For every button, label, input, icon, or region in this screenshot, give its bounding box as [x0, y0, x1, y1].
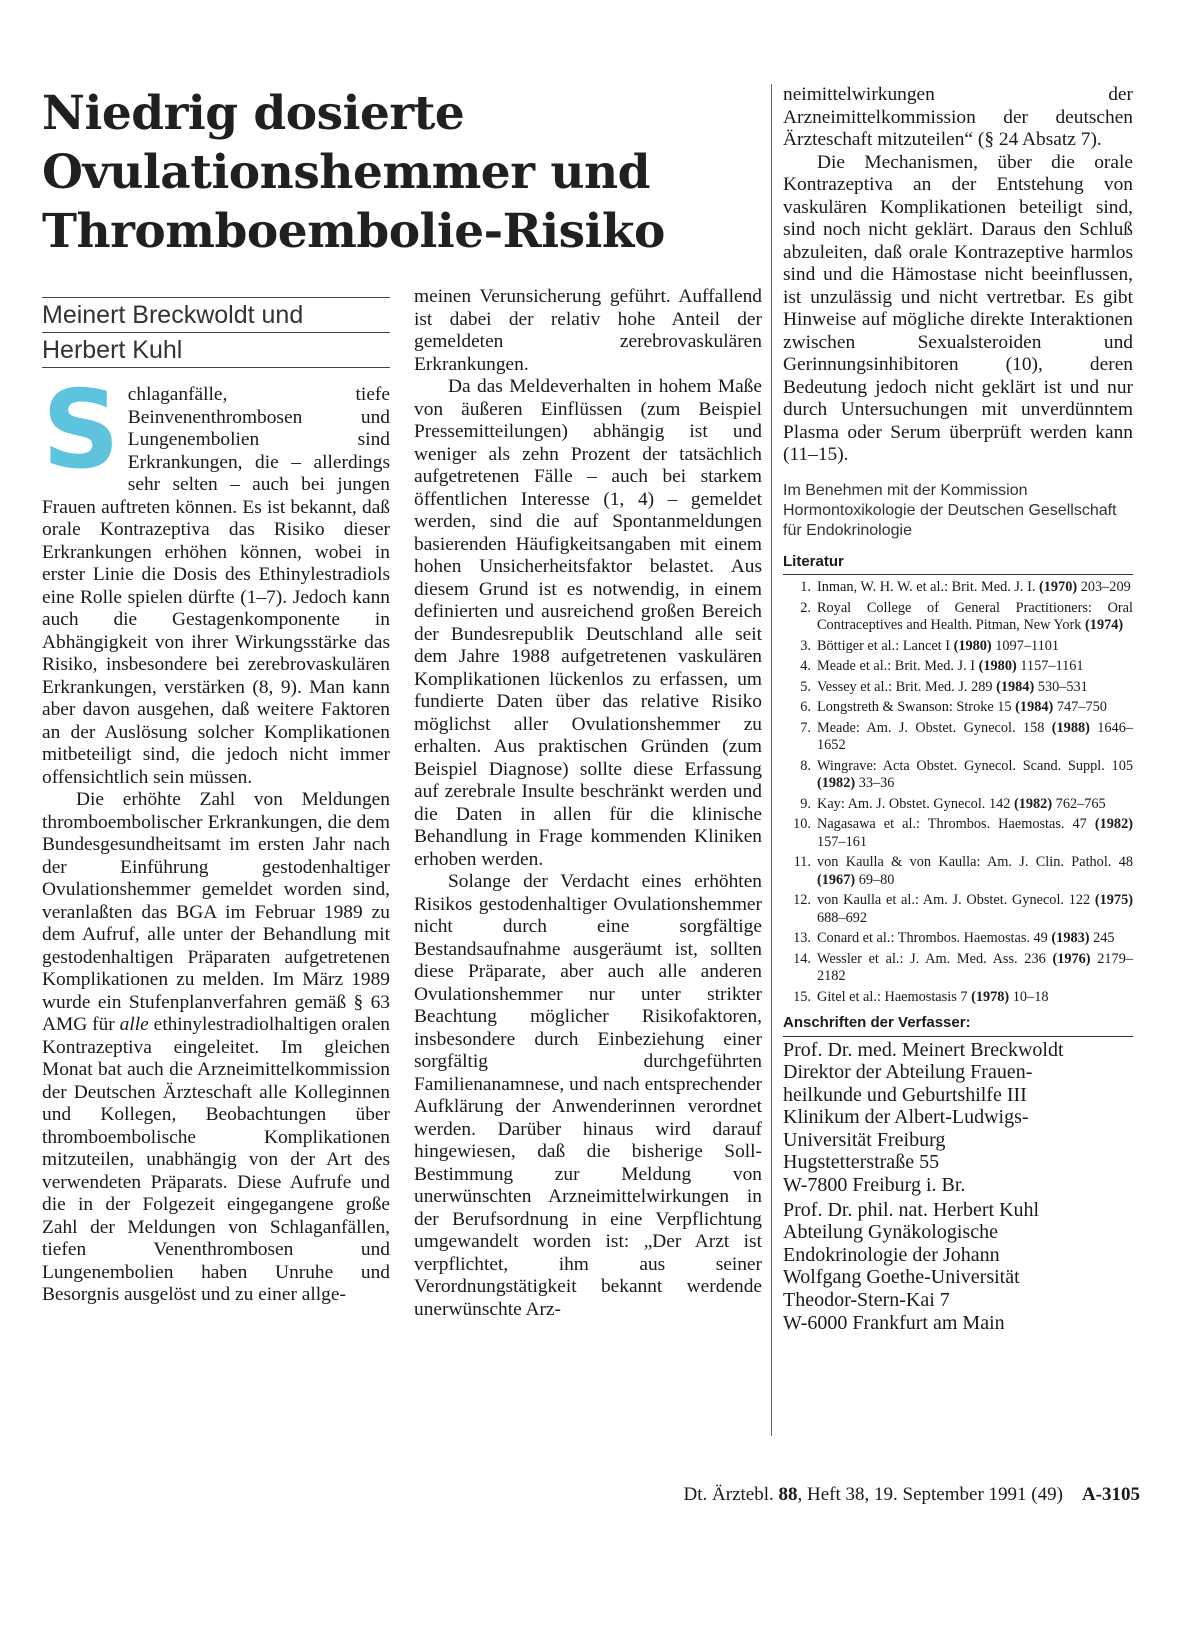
reference-pages: 33–36	[855, 775, 895, 791]
paragraph-text: Die erhöhte Zahl von Meldungen thromboembolischer Erkrankungen, die dem Bundesgesundheitsamt im ersten Jahr nach der Einführung gestodenhaltiger Ovulationshemmer gemeldet worden sind, veranlaßten das BGA im Februar 1989 zu dem Aufruf, alle unter der Behandlung mit gestodenhaltigen Präparaten aufgetretenen Komplikationen zu melden. Im März 1989 wurde ein Stufenplanverfahren gemäß § 63 AMG für	[42, 789, 390, 1035]
reference-year: (1983)	[1051, 930, 1090, 946]
reference-year: (1974)	[1085, 617, 1124, 633]
address-line: Prof. Dr. med. Meinert Breckwoldt	[783, 1038, 1064, 1061]
reference-text: Meade: Am. J. Obstet. Gynecol. 158	[817, 719, 1052, 736]
page-number: A-3105	[1081, 1484, 1140, 1505]
reference-number: 8.	[800, 757, 811, 774]
reference-year: (1982)	[817, 775, 856, 791]
reference-text: von Kaulla et al.: Am. J. Obstet. Gynecol. 122	[817, 892, 1095, 908]
address-line: heilkunde und Geburtshilfe III	[783, 1083, 1027, 1106]
address-line: Hugstetterstraße 55	[783, 1151, 940, 1174]
reference-pages: 762–765	[1052, 795, 1106, 812]
column-divider	[771, 84, 772, 1436]
paragraph: Solange der Verdacht eines erhöhten Risikos gestodenhaltiger Ovulationshemmer nicht durch eine sorgfältige Bestandsaufnahme ausgeräumt ist, sollten diese Präparate, aber auch alle anderen Ovulationshemmer nur unter strikter Beachtung möglicher Risikofaktoren, insbesondere durch Einbeziehung einer sorgfältig durchgeführten Familienanamnese, und nach entsprechender Aufklärung der Anwenderinnen verordnet werden. Darüber hinaus wird darauf hingewiesen, daß die bisherige Soll-Bestimmung zur Meldung von unerwünschten Arzneimittelwirkungen in der Berufsordnung in eine Verpflichtung umgewandelt worden ist: „Der Arzt ist verpflichtet, ihm aus seiner Verordnungstätigkeit bekannt werdende unerwünschte Arz-	[414, 871, 762, 1320]
acknowledgement: Im Benehmen mit der Kommission Hormontoxikologie der Deutschen Gesellschaft für Endokrinologie	[783, 481, 1117, 539]
reference-text: Vessey et al.: Brit. Med. J. 289	[817, 678, 997, 695]
title-line-3: Thromboembolie-Risiko	[42, 204, 665, 259]
reference-number: 12.	[793, 892, 811, 908]
reference-year: (1982)	[1094, 816, 1133, 832]
reference-pages: 1157–1161	[1016, 658, 1084, 674]
reference-number: 5.	[800, 678, 811, 695]
reference-text: Conard et al.: Thrombos. Haemostas. 49	[817, 930, 1052, 946]
emphasis: alle	[119, 1014, 149, 1035]
issue-info: , Heft 38, 19. September 1991 (49)	[797, 1484, 1063, 1505]
reference-text: Meade et al.: Brit. Med. J. I	[817, 658, 979, 674]
reference-text: Böttiger et al.: Lancet I	[817, 637, 954, 654]
reference-text: Kay: Am. J. Obstet. Gynecol. 142	[817, 795, 1014, 812]
reference-number: 15.	[793, 988, 811, 1005]
address-line: W-6000 Frankfurt am Main	[783, 1311, 1005, 1334]
reference-number: 10.	[793, 816, 811, 832]
text-column-1	[42, 368, 390, 1307]
reference-item	[783, 579, 1133, 597]
paragraph: Die Mechanismen, über die orale Kontrazeptiva an der Entstehung von vaskulären Komplikationen beteiligt sind, sind noch nicht geklärt. Daraus den Schluß abzuleiten, daß orale Kontrazeptive harmlos sind und die Hämostase nicht beeinflussen, ist unzulässig und nicht vertretbar. Es gibt Hinweise auf mögliche direkte Interaktionen zwischen Sexualsteroiden und Gerinnungsinhibitoren (10), deren Bedeutung jedoch nicht geklärt ist und nur durch Untersuchungen mit unverdünntem Plasma oder Serum überprüft werden kann (11–15).	[783, 151, 1133, 465]
address-line: Wolfgang Goethe-Universität	[783, 1266, 1020, 1289]
reference-item	[783, 699, 1133, 717]
reference-pages: 688–692	[817, 909, 868, 926]
reference-pages: 1097–1101	[991, 637, 1060, 654]
reference-item	[783, 658, 1133, 676]
reference-item	[783, 892, 1133, 927]
reference-item	[783, 600, 1133, 635]
reference-year: (1978)	[971, 988, 1010, 1005]
reference-number: 14.	[793, 950, 811, 967]
title-line-2: Ovulationshemmer und	[42, 145, 651, 200]
author-line-2: Herbert Kuhl	[42, 332, 390, 368]
reference-number: 2.	[800, 599, 811, 616]
reference-number: 4.	[800, 658, 811, 674]
reference-year: (1976)	[1052, 950, 1091, 967]
journal-name: Dt. Ärztebl.	[683, 1484, 779, 1505]
volume-number: 88	[778, 1484, 798, 1505]
reference-pages: 245	[1089, 930, 1115, 946]
reference-pages: 10–18	[1009, 988, 1049, 1005]
reference-pages: 530–531	[1034, 678, 1088, 695]
author-address-2	[783, 1199, 1133, 1335]
address-line: Universität Freiburg	[783, 1128, 946, 1151]
reference-item	[783, 638, 1133, 656]
reference-year: (1975)	[1094, 892, 1133, 908]
reference-number: 13.	[793, 930, 811, 946]
page-footer	[560, 1484, 1140, 1506]
reference-number: 1.	[800, 579, 811, 595]
reference-number: 6.	[800, 699, 811, 715]
address-line: W-7800 Freiburg i. Br.	[783, 1174, 966, 1197]
paragraph-text: chlaganfälle, tiefe Beinvenenthrombosen und Lungenembolien sind Erkrankungen, die – allerdings sehr selten – auch bei jungen Frauen auftreten können. Es ist bekannt, daß orale Kontrazeptiva das Risiko dieser Erkrankungen erhöhen können, wobei in erster Linie die Dosis des Ethinylestradiols eine Rolle spielen dürfte (1–7). Jedoch kann auch die Gestagenkomponente in Abhängigkeit von ihrer Wirkungsstärke das Risiko, insbesondere bei zerebrovaskulären Erkrankungen, verstärken (8, 9). Man kann aber davon ausgehen, daß weitere Faktoren an der Auslösung solcher Komplikationen mitbeteiligt sind, die jedoch nicht immer offensichtlich sein müssen.	[42, 384, 390, 788]
reference-number: 7.	[800, 719, 811, 736]
address-line: Prof. Dr. phil. nat. Herbert Kuhl	[783, 1198, 1040, 1221]
address-line: Klinikum der Albert-Ludwigs-	[783, 1106, 1029, 1129]
reference-item	[783, 679, 1133, 697]
reference-text: Royal College of General Practitioners: Oral Contraceptives and Health. Pitman, New York	[817, 599, 1133, 633]
reference-item	[783, 758, 1133, 793]
address-line: Abteilung Gynäkologische	[783, 1221, 998, 1244]
reference-pages: 747–750	[1053, 699, 1107, 715]
text-column-2	[414, 286, 762, 1321]
reference-year: (1982)	[1013, 795, 1053, 812]
reference-item	[783, 951, 1133, 986]
paragraph	[42, 368, 390, 789]
authors-block	[42, 297, 390, 368]
reference-pages: 2179–2182	[817, 950, 1133, 984]
reference-year: (1988)	[1051, 719, 1090, 736]
reference-item	[783, 816, 1133, 851]
address-line: Theodor-Stern-Kai 7	[783, 1289, 950, 1312]
reference-number: 3.	[800, 637, 811, 654]
text-column-3	[783, 84, 1133, 1334]
title-line-1: Niedrig dosierte	[42, 86, 465, 141]
reference-item	[783, 930, 1133, 948]
address-line: Direktor der Abteilung Frauen-	[783, 1061, 1033, 1084]
reference-year: (1984)	[1015, 699, 1054, 715]
reference-year: (1967)	[817, 871, 856, 888]
reference-item	[783, 720, 1133, 755]
reference-pages: 69–80	[855, 871, 895, 888]
address-line: Endokrinologie der Johann	[783, 1243, 1000, 1266]
reference-year: (1970)	[1039, 579, 1078, 595]
literature-heading: Literatur	[783, 551, 1133, 576]
author-address-1	[783, 1039, 1133, 1197]
paragraph: meinen Verunsicherung geführt. Auffallend ist dabei der relativ hohe Anteil der gemeldeten zerebrovaskulären Erkrankungen.	[414, 286, 762, 375]
author-line-1: Meinert Breckwoldt und	[42, 297, 390, 332]
reference-pages: 203–209	[1077, 579, 1131, 595]
reference-number: 11.	[793, 854, 811, 870]
reference-text: von Kaulla & von Kaulla: Am. J. Clin. Pathol. 48	[817, 854, 1133, 870]
paragraph-text: ethinylestradiolhaltigen oralen Kontrazeptiva eingeleitet. Im gleichen Monat bat auch die Arzneimittelkommission der Deutschen Ärzteschaft alle Kolleginnen und Kollegen, Beobachtungen über thromboembolische Komplikationen mitzuteilen, unabhängig von der Art des verwendeten Präparats. Diese Aufrufe und die in der Folgezeit eingegangene große Zahl der Meldungen von Schlaganfällen, tiefen Venenthrombosen und Lungenembolien haben Unruhe und Besorgnis ausgelöst und zu einer allge-	[42, 1014, 390, 1305]
reference-number: 9.	[800, 795, 811, 812]
paragraph: Da das Meldeverhalten in hohem Maße von äußeren Einflüssen (zum Beispiel Pressemitteilungen) abhängig ist und weniger als zehn Prozent der tatsächlich aufgetretenen Fälle – auch bei starkem öffentlichen Interesse (1, 4) – gemeldet werden, sind die auf Spontanmeldungen basierenden Häufigkeitsangaben mit einem hohen Unsicherheitsfaktor belastet. Aus diesem Grund ist es notwendig, in einem definierten und ausreichend großen Bereich der Bundesrepublik Deutschland alle seit dem Jahre 1988 aufgetretenen vaskulären Komplikationen lückenlos zu erfassen, um fundierte Daten über das relative Risiko möglichst aller Ovulationshemmer zu erhalten. Aus praktischen Gründen (zum Beispiel Diagnose) sollte diese Erfassung auf zerebrale Insulte beschränkt werden und die Daten in allen für die klinische Behandlung in Frage kommenden Kliniken erhoben werden.	[414, 376, 762, 870]
reference-list	[783, 579, 1133, 1006]
article-title	[42, 84, 742, 261]
paragraph: neimittelwirkungen der Arzneimittelkommission der deutschen Ärzteschaft mitzuteilen“ (§ 24 Absatz 7).	[783, 84, 1133, 150]
reference-item	[783, 796, 1133, 814]
reference-year: (1984)	[996, 678, 1035, 695]
drop-cap: S	[42, 368, 120, 493]
reference-text: Inman, W. H. W. et al.: Brit. Med. J. I.	[817, 579, 1039, 595]
reference-text: Wingrave: Acta Obstet. Gynecol. Scand. Suppl. 105	[817, 757, 1133, 774]
reference-year: (1980)	[978, 658, 1017, 674]
reference-text: Longstreth & Swanson: Stroke 15	[817, 699, 1016, 715]
reference-text: Nagasawa et al.: Thrombos. Haemostas. 47	[817, 816, 1095, 832]
reference-text: Wessler et al.: J. Am. Med. Ass. 236	[817, 950, 1053, 967]
reference-pages: 157–161	[817, 833, 868, 850]
address-heading: Anschriften der Verfasser:	[783, 1012, 1133, 1037]
reference-item	[783, 854, 1133, 889]
reference-pages: 1646–1652	[817, 719, 1133, 753]
reference-item	[783, 989, 1133, 1007]
reference-text: Gitel et al.: Haemostasis 7	[817, 988, 972, 1005]
reference-year: (1980)	[953, 637, 992, 654]
paragraph	[42, 789, 390, 1307]
